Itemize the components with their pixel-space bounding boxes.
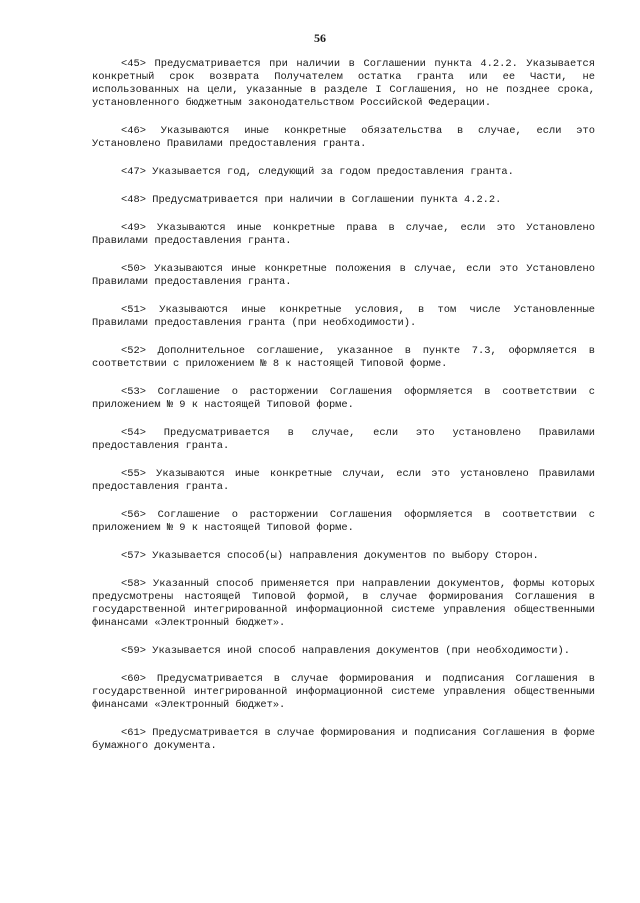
footnote (92, 645, 595, 658)
footnote-ref: <51> (121, 304, 146, 316)
footnote (92, 578, 595, 630)
footnotes-list (92, 58, 595, 768)
footnote-ref: <49> (121, 222, 146, 234)
footnote-text: Соглашение о расторжении Соглашения оформляется в соответствии с приложением № 9 к настоящей Типовой форме. (92, 509, 595, 534)
footnote (92, 304, 595, 330)
footnote-ref: <56> (121, 509, 146, 521)
footnote-ref: <50> (121, 263, 146, 275)
footnote-ref: <58> (121, 578, 146, 590)
footnote-text: Указываются иные конкретные случаи, если это установлено Правилами предоставления гранта. (92, 468, 595, 493)
footnote-text: Указываются иные конкретные положения в случае, если это Установлено Правилами предоставления гранта. (92, 263, 595, 288)
footnote (92, 194, 595, 207)
footnote-ref: <52> (121, 345, 146, 357)
footnote-ref: <45> (121, 58, 146, 70)
page-number: 56 (314, 31, 326, 45)
footnote-ref: <55> (121, 468, 146, 480)
footnote (92, 550, 595, 563)
footnote-text: Указывается год, следующий за годом предоставления гранта. (152, 166, 514, 178)
footnote-text: Указываются иные конкретные права в случае, если это Установлено Правилами предоставления гранта. (92, 222, 595, 247)
footnote-ref: <54> (121, 427, 146, 439)
footnote-text: Указывается способ(ы) направления документов по выбору Сторон. (152, 550, 539, 562)
footnote-text: Предусматривается при наличии в Соглашении пункта 4.2.2. Указывается конкретный срок возврата Получателем остатка гранта или ее Части, не использованных на цели, указанные в разделе I Соглашения, но не позднее срока, установленного бюджетным законодательством Российской Федерации. (92, 58, 595, 109)
footnote (92, 58, 595, 110)
footnote (92, 727, 595, 753)
footnote (92, 263, 595, 289)
footnote-text: Указываются иные конкретные обязательства в случае, если это Установлено Правилами предоставления гранта. (92, 125, 595, 150)
footnote-ref: <48> (121, 194, 146, 206)
footnote-text: Указывается иной способ направления документов (при необходимости). (152, 645, 570, 657)
footnote-ref: <57> (121, 550, 146, 562)
footnote-text: Предусматривается при наличии в Соглашении пункта 4.2.2. (152, 194, 502, 206)
footnote-ref: <60> (121, 673, 146, 685)
footnote-text: Дополнительное соглашение, указанное в пункте 7.3, оформляется в соответствии с приложением № 8 к настоящей Типовой форме. (92, 345, 595, 370)
footnote (92, 673, 595, 712)
footnote-ref: <46> (121, 125, 146, 137)
footnote (92, 345, 595, 371)
footnote-text: Предусматривается в случае, если это установлено Правилами предоставления гранта. (92, 427, 595, 452)
footnote (92, 222, 595, 248)
footnote (92, 427, 595, 453)
footnote-ref: <61> (121, 727, 146, 739)
footnote-text: Указанный способ применяется при направлении документов, формы которых предусмотрены настоящей Типовой формой, в случае формирования Соглашения в государственной интегрированной информационной системе управления общественными финансами «Электронный бюджет». (92, 578, 595, 629)
footnote (92, 125, 595, 151)
footnote-ref: <59> (121, 645, 146, 657)
footnote-ref: <53> (121, 386, 146, 398)
footnote (92, 468, 595, 494)
footnote-text: Предусматривается в случае формирования и подписания Соглашения в государственной интегрированной информационной системе управления общественными финансами «Электронный бюджет». (92, 673, 595, 711)
footnote-ref: <47> (121, 166, 146, 178)
footnote (92, 166, 595, 179)
footnote-text: Указываются иные конкретные условия, в том числе Установленные Правилами предоставления гранта (при необходимости). (92, 304, 595, 329)
footnote (92, 509, 595, 535)
footnote-text: Соглашение о расторжении Соглашения оформляется в соответствии с приложением № 9 к настоящей Типовой форме. (92, 386, 595, 411)
footnote (92, 386, 595, 412)
footnote-text: Предусматривается в случае формирования и подписания Соглашения в форме бумажного документа. (92, 727, 595, 752)
